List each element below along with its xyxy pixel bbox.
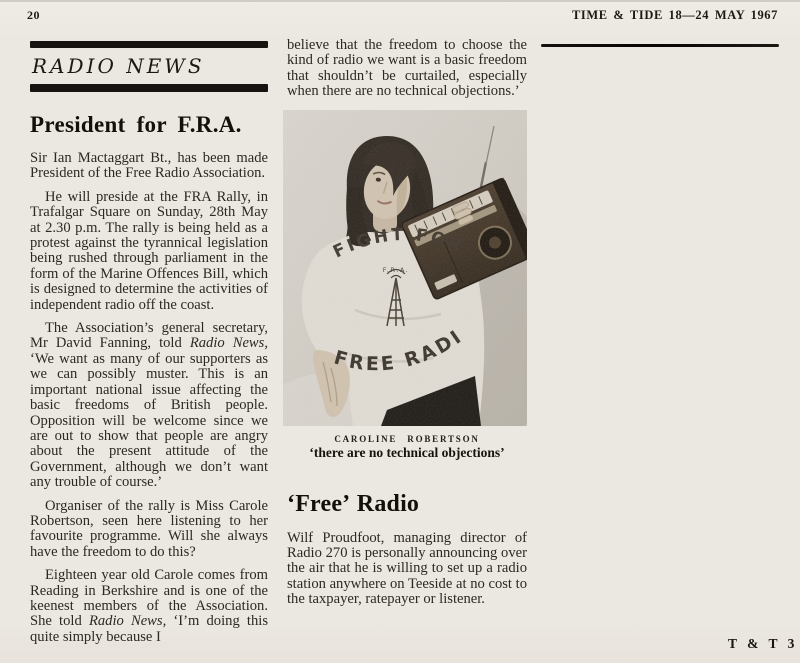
paragraph-continuation: believe that the freedom to choose the kind of radio we want is a basic freedom that shouldn’t be curtailed, especially when there are no technical objections.’ [287,37,527,100]
photo-grain [283,110,527,426]
left-column [30,41,268,645]
paragraph [30,568,268,645]
headline-free-radio: ‘Free’ Radio [287,490,420,517]
paragraph: Wilf Proudfoot, managing director of Radio 270 is personally announcing over the air that he is willing to set up a radio station anywhere on Teeside at no cost to the taxpayer, ratepayer or listener. [287,529,527,608]
middle-column [287,38,527,608]
paragraph: Sir Ian Mactaggart Bt., has been made President of the Free Radio Association. [30,150,268,182]
photo-illustration [283,110,527,426]
caption-quote: ‘there are no technical objections’ [309,444,505,460]
right-column-rule [541,44,779,47]
paragraph-text: The Association’s general secretary, Mr David Fanning, told [30,320,268,352]
paragraph: Organiser of the rally is Miss Carole Robertson, seen here listening to her favourite programme. Will she always have the freedom to do this? [30,497,268,560]
masthead: TIME & TIDE 18—24 MAY 1967 [571,8,778,22]
section-rule-bottom [30,84,268,92]
scan-edge [0,0,800,2]
radio-news-italic: Radio News, [88,613,167,630]
paragraph-text: Eighteen year old Carole comes from Reading in Berkshire and is one of the keenest members of the Association. She told [30,567,268,630]
paragraph-text: ‘We want as many of our supporters as we can possibly muster. This is an important national issue affecting the basic freedoms of British people. Opposition will be welcome since we are out to show that people are angry about the present attitude of the Government, although we don’t want any trouble of course.’ [30,350,268,491]
page-number: 20 [27,8,40,22]
paragraph: He will preside at the FRA Rally, in Trafalgar Square on Sunday, 28th May at 2.30 p.m. The rally is being held as a protest against the tyrannical legislation being rushed through parliament in the form of the Marine Offences Bill, which is designed to determine the activities of independent radio off the coast. [30,188,268,313]
paragraph-text: ‘I’m doing this quite simply because I [30,613,269,645]
photo-caroline-robertson [283,110,527,426]
headline-president-fra: President for F.R.A. [30,112,242,137]
radio-news-italic: Radio News, [189,335,268,352]
paragraph [30,321,268,490]
section-rule-top [30,41,268,48]
section-title: RADIO NEWS [32,54,205,78]
caption-name: CAROLINE ROBERTSON [334,433,480,444]
footer-signature: T & T 3 [728,636,796,651]
